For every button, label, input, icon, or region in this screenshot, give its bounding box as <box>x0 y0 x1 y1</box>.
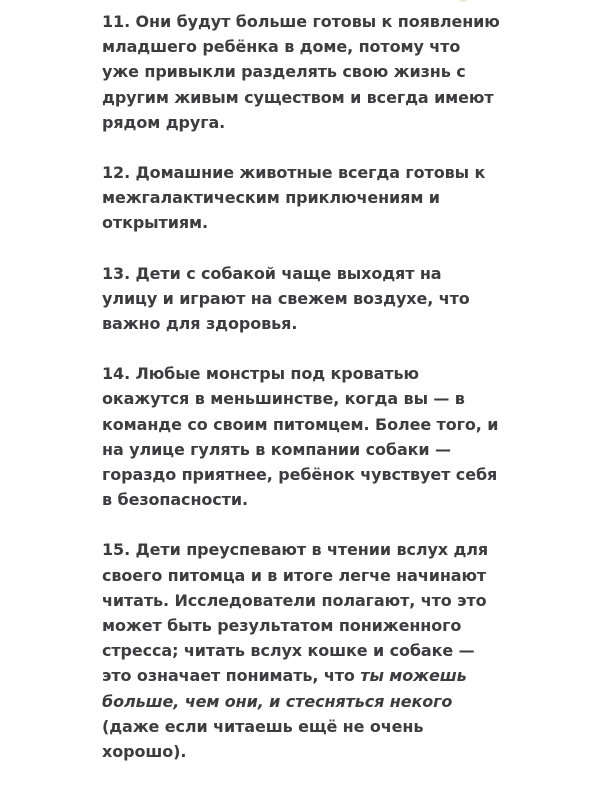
item-text: Домашние животные всегда готовы к межгалактическим приключениям и открытиям. <box>102 163 486 233</box>
decorative-corner-mark <box>458 0 468 2</box>
item-number: 11. <box>102 12 131 31</box>
item-text: Любые монстры под кроватью окажутся в меньшинстве, когда вы — в команде со своим питомцем. Более того, и на улице гулять в компании собаки — гораздо приятнее, ребёнок чувствует себя в безопасности. <box>102 364 499 510</box>
list-item-12 <box>102 160 502 236</box>
item-text: Они будут больше готовы к появлению младшего ребёнка в доме, потому что уже привыкли разделять свою жизнь с другим живым существом и всегда имеют рядом друга. <box>102 12 500 132</box>
article-body <box>102 9 502 789</box>
item-number: 13. <box>102 263 131 283</box>
item-number: 14. <box>102 364 131 384</box>
item-number: 12. <box>102 163 131 183</box>
list-item-15 <box>102 537 502 764</box>
list-item-13 <box>102 261 502 337</box>
item-text-end: (даже если читаешь ещё не очень хорошо). <box>102 716 424 762</box>
item-text-italic: ты можешь больше, чем они, и стесняться некого <box>102 666 467 711</box>
item-text: Дети преуспевают в чтении вслух для своего питомца и в итоге легче начинают читать. Исследователи полагают, что это может быть результатом пониженного стресса; читать вслух кошке и собаке — это означает понимать, что <box>102 540 489 686</box>
list-item-11 <box>102 9 502 135</box>
item-text: Дети с собакой чаще выходят на улицу и играют на свежем воздухе, что важно для здоровья. <box>102 263 470 334</box>
list-item-14 <box>102 361 502 512</box>
item-number: 15. <box>102 540 131 560</box>
